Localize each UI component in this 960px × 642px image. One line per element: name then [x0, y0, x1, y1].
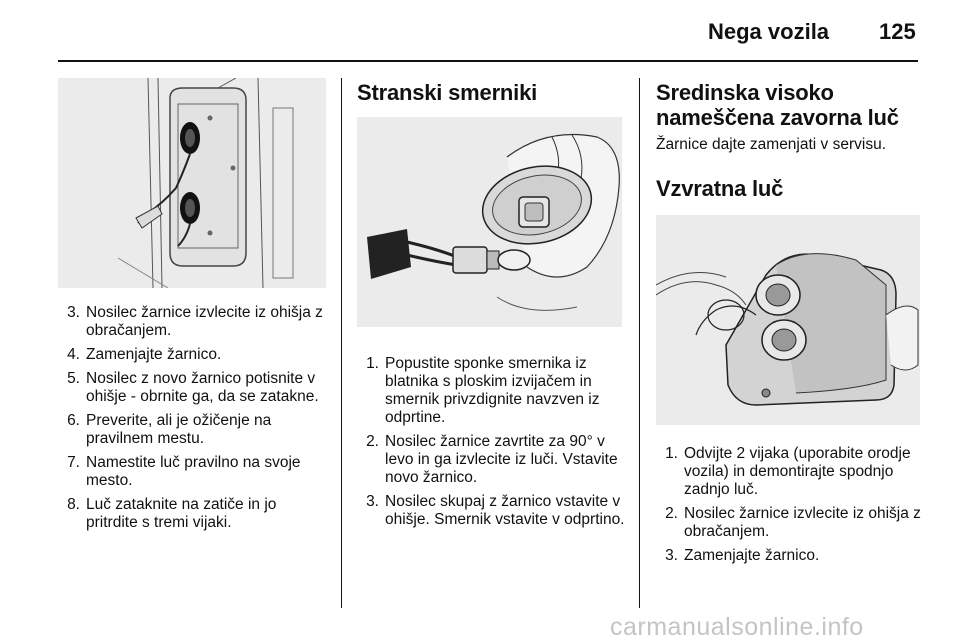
section-heading-reversing-light: Vzvratna luč: [656, 176, 784, 201]
step-text: Namestite luč pravilno na svoje mesto.: [86, 454, 301, 489]
section-heading-side-indicators: Stranski smerniki: [357, 80, 538, 105]
tail-light-housing-illustration: [58, 78, 326, 288]
step-number: 3.: [665, 547, 678, 564]
step-text: Preverite, ali je ožičenje na pravilnem mestu.: [86, 412, 272, 447]
step-text: Odvijte 2 vijaka (uporabite orodje vozila) in demontirajte spodnjo zadnjo luč.: [684, 445, 911, 498]
step-text: Luč zataknite na zatiče in jo pritrdite s tremi vijaki.: [86, 496, 277, 531]
step-number: 1.: [366, 355, 379, 372]
reversing-light-illustration: [656, 215, 920, 425]
list-item: [357, 355, 627, 427]
list-item: [357, 433, 627, 487]
page-number: 125: [879, 19, 916, 44]
section-heading-brake-light: Sredinska visoko nameščena zavorna luč: [656, 80, 899, 130]
step-text: Nosilec žarnice zavrtite za 90° v levo in ga izvlecite iz luči. Vstavite novo žarnico.: [385, 433, 618, 486]
step-number: 1.: [665, 445, 678, 462]
step-text: Nosilec žarnice izvlecite iz ohišja z obračanjem.: [86, 304, 323, 339]
step-number: 8.: [67, 496, 80, 513]
step-number: 6.: [67, 412, 80, 429]
column-1: [58, 78, 330, 538]
watermark: carmanualsonline.info: [610, 613, 864, 641]
list-item: [58, 370, 330, 406]
list-item: [58, 346, 330, 364]
step-number: 2.: [665, 505, 678, 522]
col1-steps: [58, 304, 330, 532]
step-text: Nosilec skupaj z žarnico vstavite v ohišje. Smernik vstavite v odprtino.: [385, 493, 625, 528]
step-text: Popustite sponke smernika iz blatnika s ploskim izvijačem in smernik privzdignite navzven iz odprtine.: [385, 355, 600, 426]
step-text: Nosilec žarnice izvlecite iz ohišja z obračanjem.: [684, 505, 921, 540]
column-rule-1: [341, 78, 342, 608]
brake-light-text: Žarnice dajte zamenjati v servisu.: [656, 136, 887, 153]
header-rule: [58, 60, 918, 62]
column-rule-2: [639, 78, 640, 608]
step-number: 5.: [67, 370, 80, 387]
list-item: [58, 412, 330, 448]
list-item: [656, 547, 922, 565]
column-2: [357, 78, 627, 535]
list-item: [58, 496, 330, 532]
list-item: [656, 505, 922, 541]
step-text: Zamenjajte žarnico.: [86, 346, 222, 363]
list-item: [357, 493, 627, 529]
step-number: 7.: [67, 454, 80, 471]
list-item: [58, 454, 330, 490]
list-item: [656, 445, 922, 499]
column-3: [656, 78, 922, 571]
step-number: 3.: [366, 493, 379, 510]
side-indicator-illustration: [357, 117, 622, 327]
step-number: 3.: [67, 304, 80, 321]
step-number: 2.: [366, 433, 379, 450]
step-text: Zamenjajte žarnico.: [684, 547, 820, 564]
page-header-title: Nega vozila: [708, 19, 830, 44]
col2-steps: [357, 355, 627, 529]
step-number: 4.: [67, 346, 80, 363]
list-item: [58, 304, 330, 340]
col3-steps: [656, 445, 922, 565]
step-text: Nosilec z novo žarnico potisnite v ohišje - obrnite ga, da se zatakne.: [86, 370, 319, 405]
